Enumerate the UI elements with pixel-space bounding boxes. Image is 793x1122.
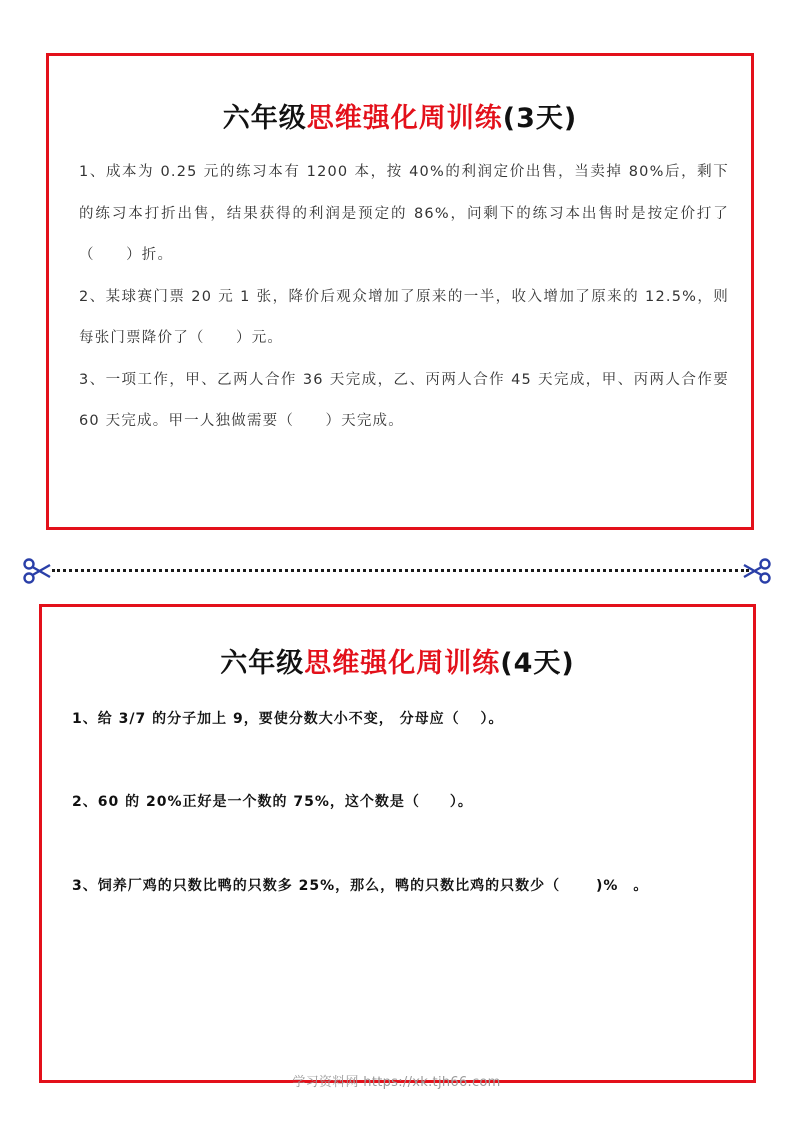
title-highlight: 思维强化周训练 (304, 648, 501, 679)
card-title-day3 (49, 96, 751, 135)
question-item: 2、某球赛门票 20 元 1 张，降价后观众增加了原来的一半，收入增加了原来的 12.5%，则每张门票降价了（ ）元。 (79, 288, 729, 346)
scissors-icon (22, 556, 52, 586)
question-item: 2、60 的 20%正好是一个数的 75%，这个数是（ ）。 (72, 794, 473, 810)
title-suffix: (4天) (500, 648, 575, 679)
question-item: 1、给 3/7 的分子加上 9，要使分数大小不变， 分母应（ ）。 (72, 711, 504, 727)
footer-watermark: 学习资料网 https://xk.tjh66.com (292, 1075, 501, 1090)
dotted-divider (52, 569, 749, 572)
title-highlight: 思维强化周训练 (306, 103, 503, 134)
practice-card-day4 (39, 604, 756, 1083)
practice-card-day3 (46, 53, 754, 530)
question-item: 1、成本为 0.25 元的练习本有 1200 本，按 40%的利润定价出售，当卖掉 80%后，剩下的练习本打折出售，结果获得的利润是预定的 86%，问剩下的练习本出售时是按定价打了（ ）折。 (79, 164, 729, 263)
scissors-icon (742, 556, 772, 586)
title-prefix: 六年级 (222, 103, 307, 134)
question-item: 3、饲养厂鸡的只数比鸭的只数多 25%，那么，鸭的只数比鸡的只数少（ )% 。 (72, 878, 649, 894)
cut-line (0, 556, 793, 586)
card-title-day4 (42, 641, 753, 680)
question-list-day3 (79, 152, 729, 443)
title-suffix: (3天) (502, 103, 578, 134)
question-item: 3、一项工作，甲、乙两人合作 36 天完成，乙、丙两人合作 45 天完成，甲、丙两人合作要 60 天完成。甲一人独做需要（ ）天完成。 (79, 371, 729, 429)
title-prefix: 六年级 (220, 648, 305, 679)
